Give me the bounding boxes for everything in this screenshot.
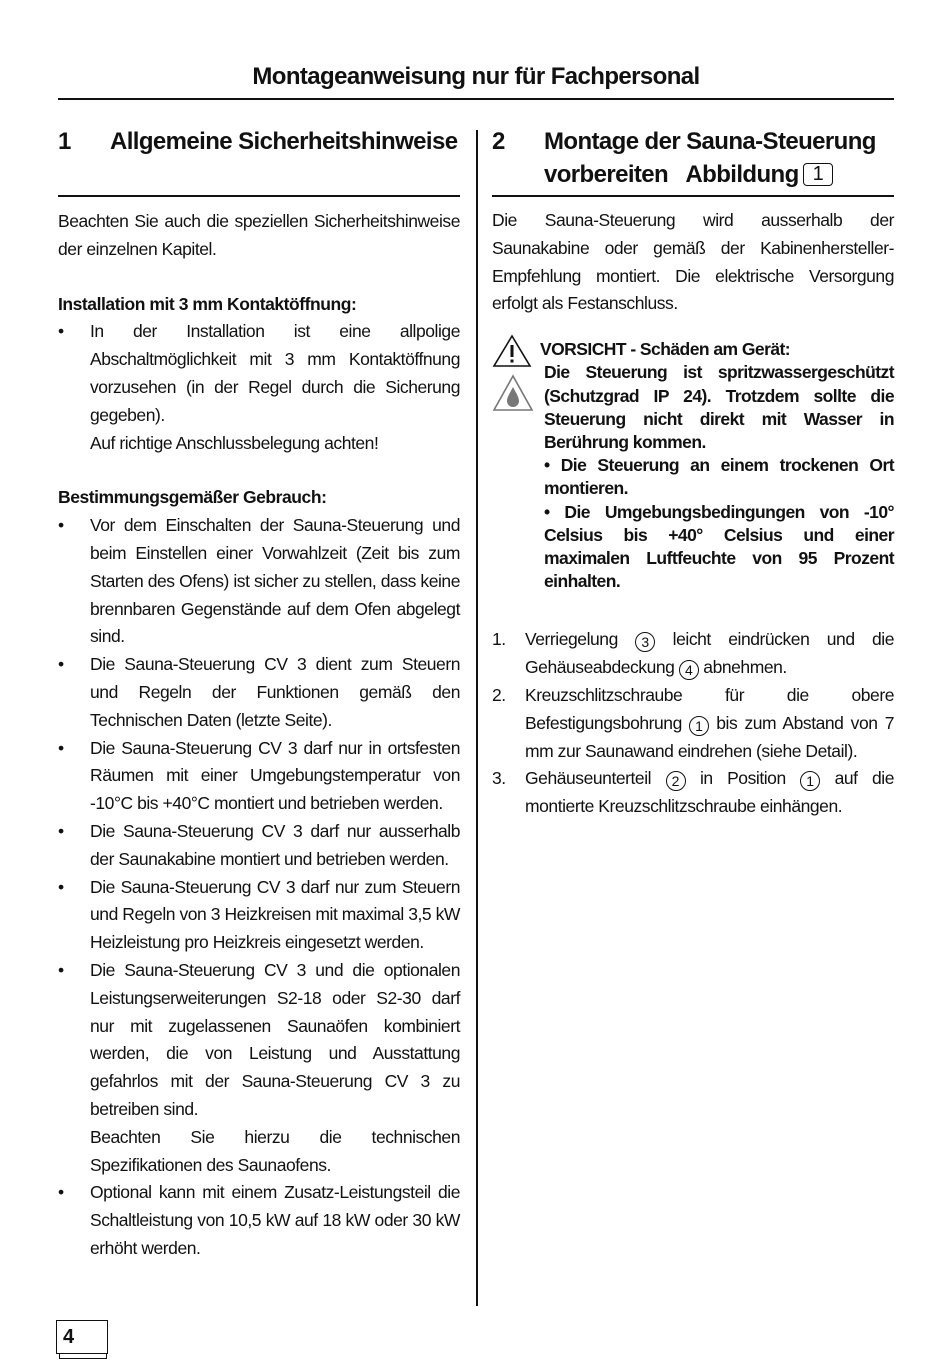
list-item-text: Beachten Sie hierzu die technischen Spezifikationen des Saunaofens. — [90, 1126, 460, 1175]
step-item — [492, 626, 894, 682]
caution-bullet: • Die Steuerung an einem trockenen Ort montieren. — [544, 455, 894, 499]
step-text: abnehmen. — [698, 657, 787, 678]
section-1-heading — [58, 120, 460, 197]
section-title-line: Montage der Sauna-Steuerung — [544, 128, 876, 155]
step-text: in Position — [685, 768, 801, 789]
step-text: auf die montierte Kreuzschlitzschraube einhängen. — [525, 768, 894, 817]
intro-paragraph: Beachten Sie auch die speziellen Sicherheitshinweise der einzelnen Kapitel. — [58, 211, 460, 259]
subheading-installation: Installation mit 3 mm Kontaktöffnung: — [58, 293, 357, 314]
callout-number: 3 — [635, 632, 655, 652]
subheading-usage: Bestimmungsgemäßer Gebrauch: — [58, 487, 327, 508]
column-divider — [476, 130, 478, 1306]
step-text: bis zum Abstand von 7 mm zur Saunawand eindrehen (siehe Detail). — [525, 712, 894, 761]
section-2-heading — [492, 120, 894, 197]
steps-section — [492, 626, 894, 821]
step-number: 1. — [492, 629, 506, 650]
step-text: Gehäuseunterteil — [525, 768, 666, 789]
step-number: 2. — [492, 685, 506, 706]
caution-bullet: • Die Umgebungsbedingungen von -10° Celsius bis +40° Celsius und einer maximalen Luftfeuchte von 95 Prozent einhalten. — [544, 501, 894, 592]
callout-number: 1 — [800, 771, 820, 791]
section-title — [544, 125, 876, 195]
section-number: 2 — [492, 128, 505, 155]
list-item — [58, 957, 460, 1179]
step-item — [492, 765, 894, 821]
section-2-body — [492, 207, 894, 318]
caution-title: VORSICHT - Schäden am Gerät: — [540, 339, 791, 360]
callout-number: 1 — [689, 716, 709, 736]
list-item: • Die Sauna-Steuerung CV 3 dient zum Steuern und Regeln der Funktionen gemäß den Technischen Daten (letzte Seite). — [58, 651, 460, 734]
page-number-badge — [56, 1320, 108, 1358]
page-header: Montageanweisung nur für Fachpersonal — [58, 60, 894, 100]
list-item: • Optional kann mit einem Zusatz-Leistungsteil die Schaltleistung von 10,5 kW auf 18 kW oder 30 kW erhöht werden. — [58, 1179, 460, 1262]
section-number: 1 — [58, 128, 71, 155]
section-1 — [58, 120, 460, 1263]
list-item-text: In der Installation ist eine allpolige Abschaltmöglichkeit mit 3 mm Kontaktöffnung vorzusehen (in der Regel durch die Sicherung gegeben). — [90, 321, 460, 425]
list-item: • Die Sauna-Steuerung CV 3 darf nur in ortsfesten Räumen mit einer Umgebungstemperatur von -10°C bis +40°C montiert und betrieben werden. — [58, 735, 460, 818]
step-text: Verriegelung — [525, 629, 636, 650]
step-text: Kreuzschlitzschraube für die obere Befestigungsbohrung — [525, 685, 894, 733]
water-drop-icon — [492, 374, 534, 412]
intro-paragraph: Die Sauna-Steuerung wird ausserhalb der Saunakabine oder gemäß der Kabinenhersteller-Empfehlung montiert. Die elektrische Versorgung erfolgt als Festanschluss. — [492, 210, 894, 314]
list-item — [58, 318, 460, 457]
list-item: • Vor dem Einschalten der Sauna-Steuerung und beim Einstellen einer Vorwahlzeit (Zeit bis zum Starten des Ofens) ist sicher zu stellen, dass keine brennbaren Gegenstände auf dem Ofen abgelegt sind. — [58, 512, 460, 651]
warning-icon — [492, 334, 532, 368]
step-text: leicht eindrücken und die Gehäuseabdeckung — [525, 629, 895, 678]
figure-reference-box: 1 — [803, 163, 834, 186]
caution-text: Die Steuerung ist spritzwassergeschützt (Schutzgrad IP 24). Trotzdem sollte die Steuerung nicht direkt mit Wasser in Berührung kommen. — [544, 362, 894, 452]
section-title: Allgemeine Sicherheitshinweise — [110, 128, 458, 155]
list-item: • Die Sauna-Steuerung CV 3 darf nur ausserhalb der Saunakabine montiert und betrieben werden. — [58, 818, 460, 874]
section-1-body — [58, 208, 460, 1263]
list-item: • Die Sauna-Steuerung CV 3 darf nur zum Steuern und Regeln von 3 Heizkreisen mit maximal 3,5 kW Heizleistung pro Heizkreis eingesetzt werden. — [58, 874, 460, 957]
section-2 — [492, 120, 894, 821]
list-item-text: Auf richtige Anschlussbelegung achten! — [90, 432, 379, 453]
step-number: 3. — [492, 768, 506, 789]
step-item — [492, 682, 894, 765]
page-number: 4 — [56, 1320, 108, 1354]
steps-list — [492, 626, 894, 821]
section-title-line: vorbereiten Abbildung — [544, 161, 799, 188]
callout-number: 4 — [679, 660, 699, 680]
callout-number: 2 — [666, 771, 686, 791]
installation-list — [58, 318, 460, 457]
caution-block — [492, 338, 894, 593]
usage-list — [58, 512, 460, 1263]
list-item-text: Die Sauna-Steuerung CV 3 und die optionalen Leistungserweiterungen S2-18 oder S2-30 darf nur mit zugelassenen Saunaöfen kombiniert werden, die von Leistung und Ausstattung gefahrlos mit der Sauna-Steuerung CV 3 zu betreiben sind. — [90, 959, 460, 1119]
